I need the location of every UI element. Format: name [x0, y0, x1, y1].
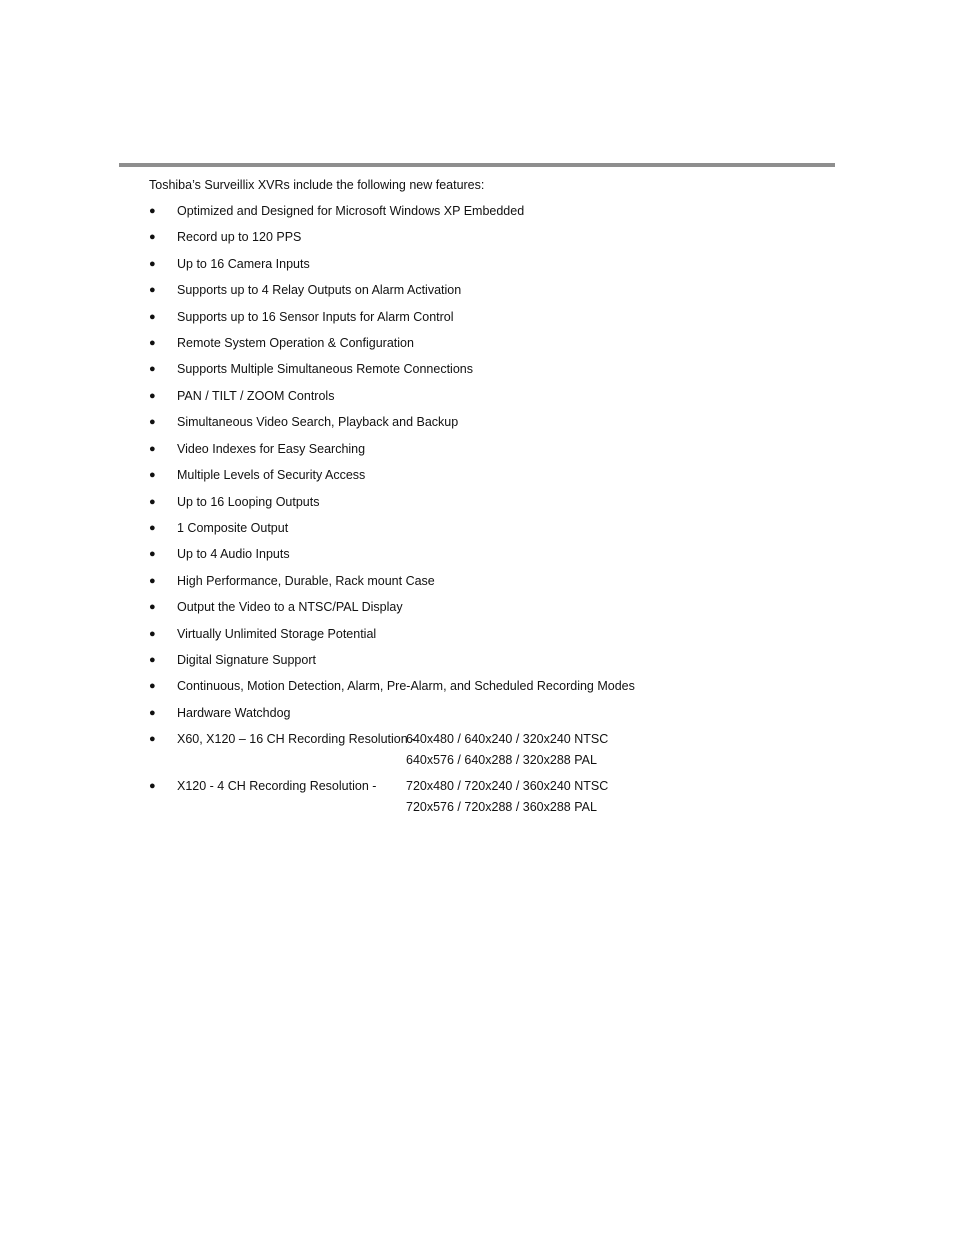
- bullet-icon: [149, 465, 159, 486]
- bullet-icon: [149, 597, 159, 618]
- bullet-icon: [149, 280, 159, 301]
- bullet-icon: [149, 412, 159, 433]
- bullet-icon: [149, 650, 159, 671]
- bullet-icon: [149, 254, 159, 275]
- bullet-icon: [149, 776, 159, 797]
- bullet-icon: [149, 227, 159, 248]
- bullet-icon: [149, 307, 159, 328]
- feature-label: Video Indexes for Easy Searching: [177, 442, 366, 456]
- bullet-icon: [149, 439, 159, 460]
- feature-label: 1 Composite Output: [177, 521, 289, 535]
- feature-label: Hardware Watchdog: [177, 706, 291, 720]
- feature-label: Multiple Levels of Security Access: [177, 468, 366, 482]
- bullet-icon: [149, 703, 159, 724]
- feature-label: Up to 16 Camera Inputs: [177, 257, 310, 271]
- feature-label: Record up to 120 PPS: [177, 230, 302, 244]
- ntsc-resolution: 640x480 / 640x240 / 320x240 NTSC: [406, 732, 609, 746]
- bullet-icon: [149, 333, 159, 354]
- bullet-icon: [149, 492, 159, 513]
- bullet-icon: [149, 676, 159, 697]
- feature-label: Digital Signature Support: [177, 653, 316, 667]
- ntsc-resolution: 720x480 / 720x240 / 360x240 NTSC: [406, 779, 609, 793]
- feature-label: Supports up to 16 Sensor Inputs for Alarm Control: [177, 310, 454, 324]
- feature-label: Optimized and Designed for Microsoft Windows XP Embedded: [177, 204, 525, 218]
- intro-text: Toshiba’s Surveillix XVRs include the following new features:: [149, 178, 485, 192]
- feature-label: Up to 16 Looping Outputs: [177, 495, 320, 509]
- feature-label: Output the Video to a NTSC/PAL Display: [177, 600, 403, 614]
- feature-label: Continuous, Motion Detection, Alarm, Pre-Alarm, and Scheduled Recording Modes: [177, 679, 635, 693]
- bullet-icon: [149, 544, 159, 565]
- pal-resolution: 720x576 / 720x288 / 360x288 PAL: [406, 800, 597, 814]
- resolution-values: [406, 776, 608, 818]
- feature-label: Supports up to 4 Relay Outputs on Alarm Activation: [177, 283, 462, 297]
- feature-label: Up to 4 Audio Inputs: [177, 547, 290, 561]
- bullet-icon: [149, 518, 159, 539]
- bullet-icon: [149, 201, 159, 222]
- feature-label: Supports Multiple Simultaneous Remote Connections: [177, 362, 473, 376]
- feature-label: Virtually Unlimited Storage Potential: [177, 627, 377, 641]
- feature-label: High Performance, Durable, Rack mount Case: [177, 574, 435, 588]
- bullet-icon: [149, 359, 159, 380]
- feature-label: Remote System Operation & Configuration: [177, 336, 414, 350]
- feature-label: PAN / TILT / ZOOM Controls: [177, 389, 335, 403]
- bullet-icon: [149, 571, 159, 592]
- bullet-icon: [149, 386, 159, 407]
- bullet-icon: [149, 729, 159, 750]
- resolution-label: X60, X120 – 16 CH Recording Resolution -: [177, 732, 416, 746]
- resolution-values: [406, 729, 608, 771]
- resolution-label: X120 - 4 CH Recording Resolution -: [177, 779, 377, 793]
- feature-label: Simultaneous Video Search, Playback and Backup: [177, 415, 459, 429]
- section-divider: [119, 163, 835, 167]
- bullet-icon: [149, 624, 159, 645]
- pal-resolution: 640x576 / 640x288 / 320x288 PAL: [406, 753, 597, 767]
